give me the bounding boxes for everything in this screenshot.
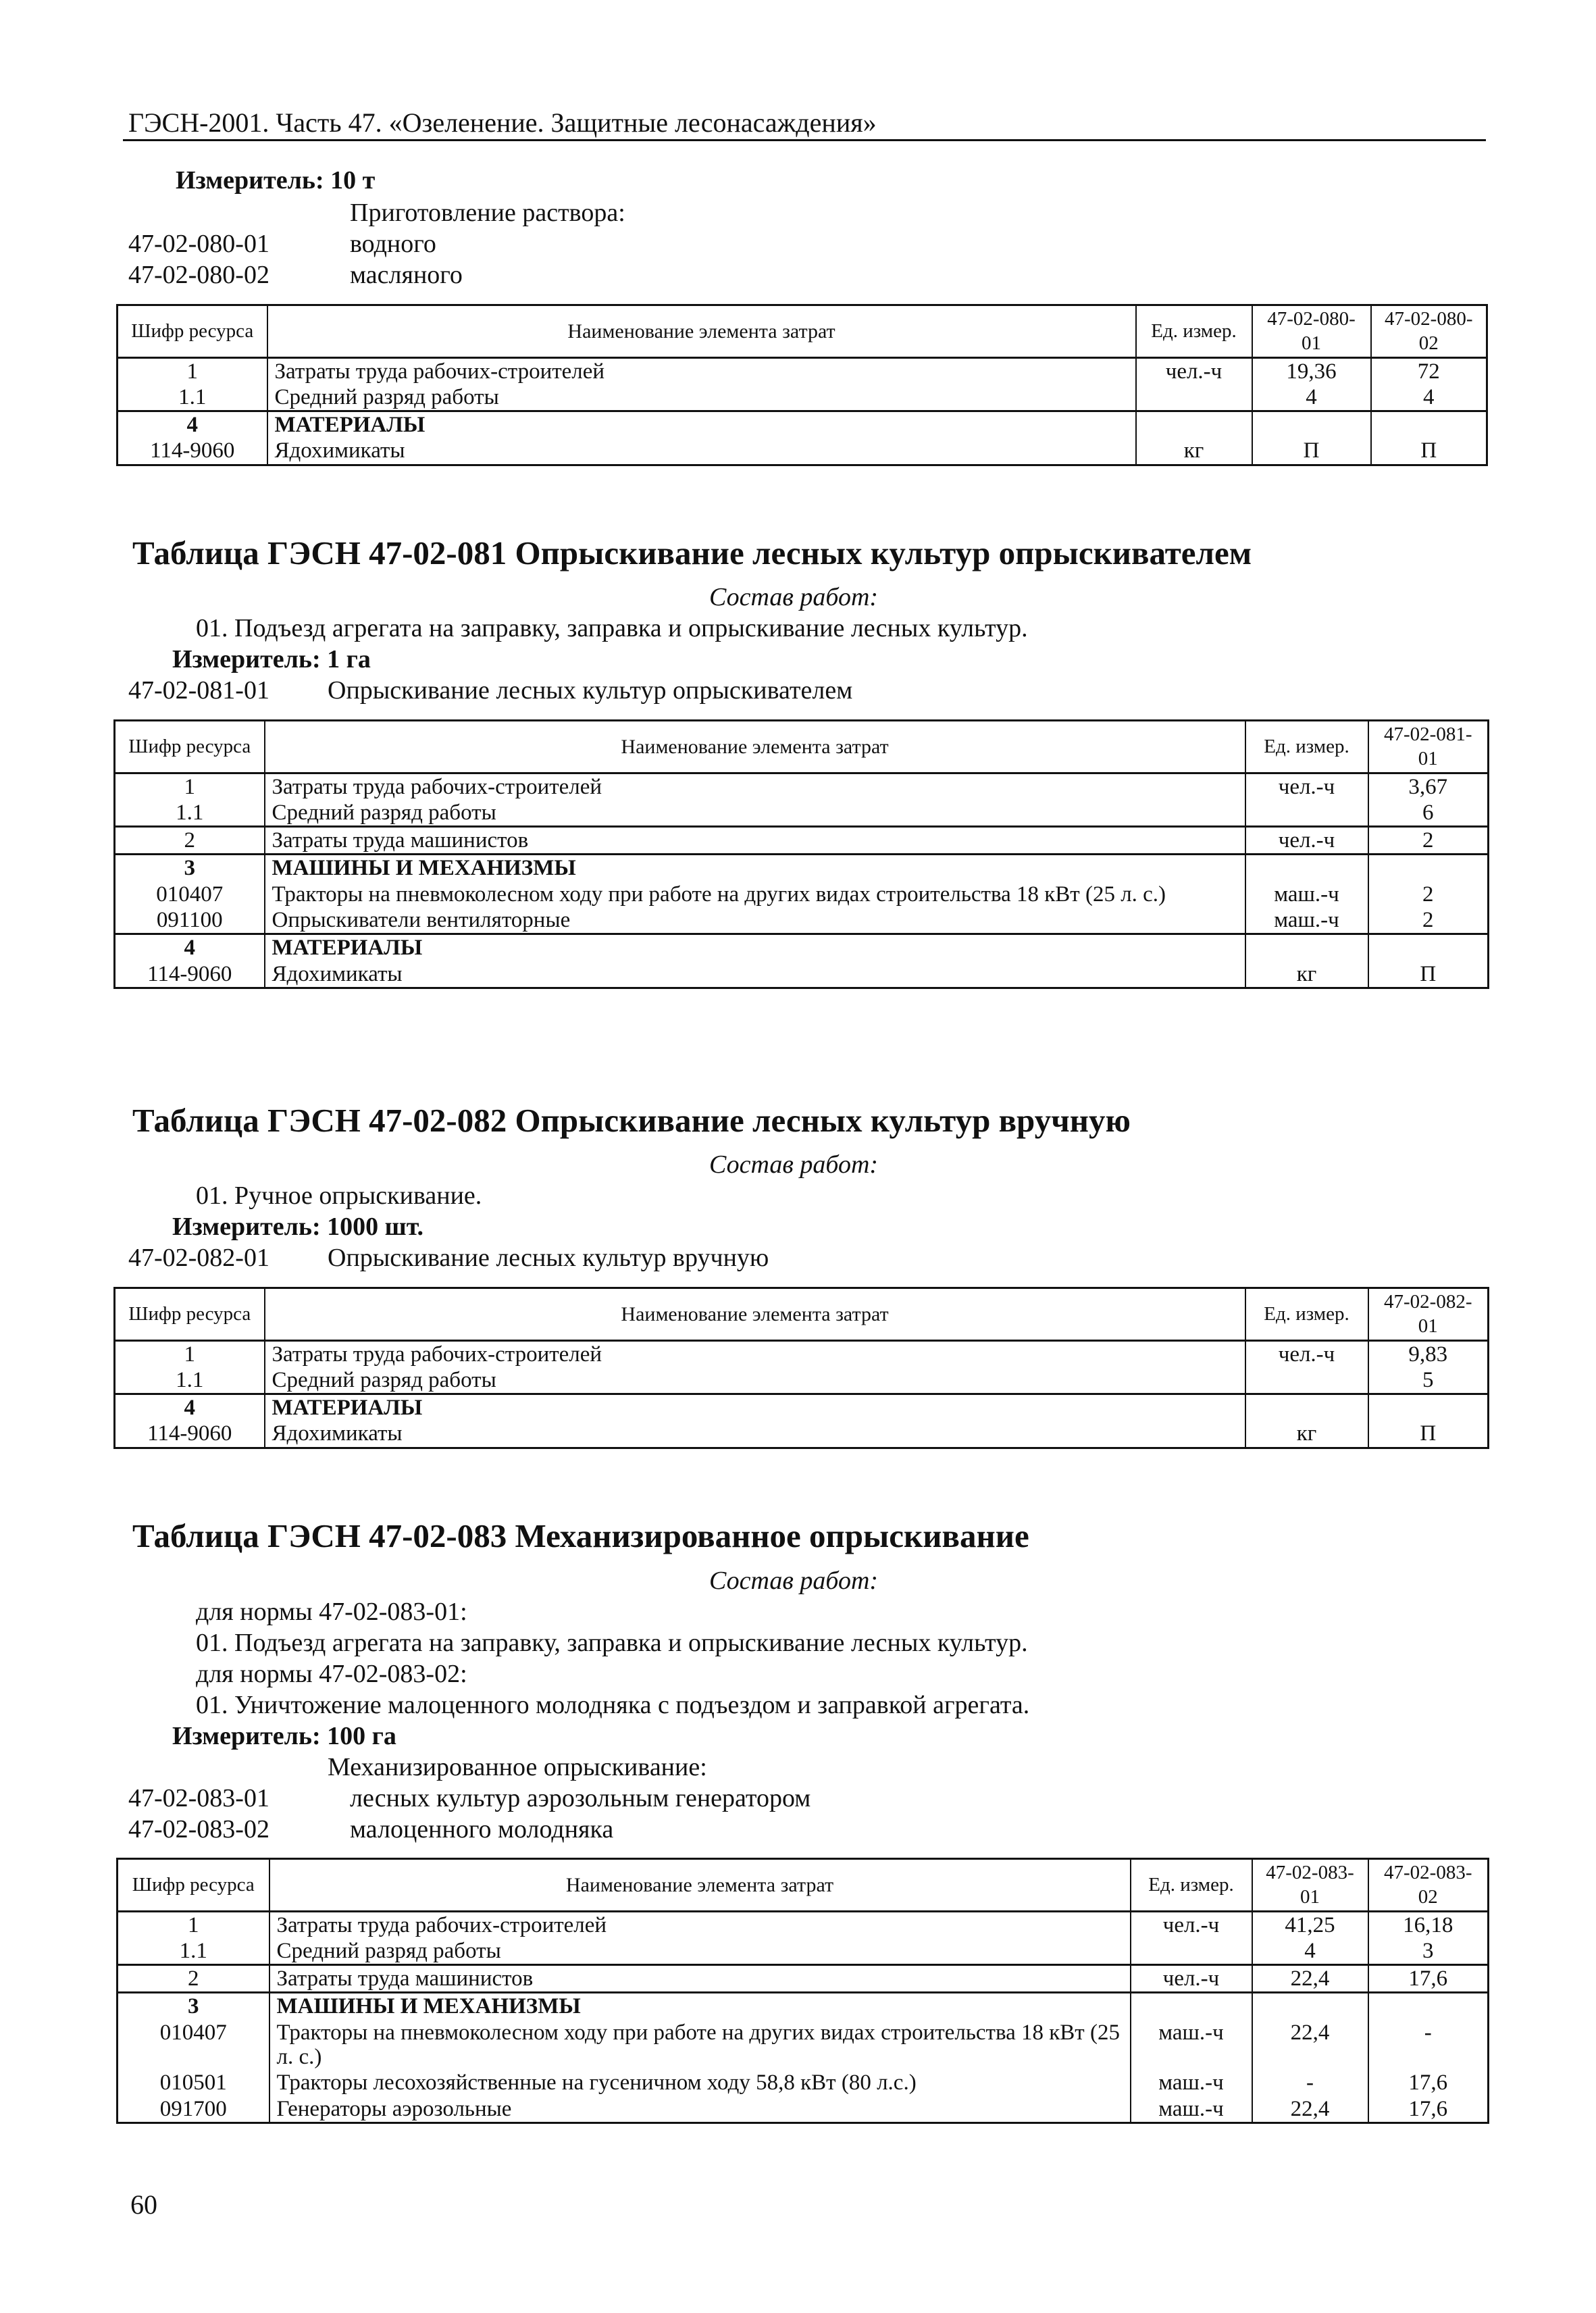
cell: Затраты труда машинистов [269, 1965, 1131, 1993]
cell [1245, 800, 1368, 827]
col-header: 47-02-082-01 [1368, 1288, 1489, 1341]
cell: 1.1 [115, 1367, 265, 1394]
table-row [118, 411, 1487, 438]
norm-code: 47-02-082-01 [128, 1244, 269, 1272]
caption-080: Приготовление раствора: [350, 199, 625, 227]
work-item: 01. Ручное опрыскивание. [196, 1181, 482, 1210]
cell: Затраты труда машинистов [265, 827, 1245, 855]
cell: 6 [1368, 800, 1489, 827]
norm-name: Опрыскивание лесных культур вручную [328, 1244, 769, 1272]
composition-label: Состав работ: [709, 1150, 879, 1179]
meter-082: Измеритель: 1000 шт. [172, 1213, 424, 1241]
table-row [115, 934, 1489, 961]
cell: 114-9060 [115, 961, 265, 988]
cell: 1.1 [115, 800, 265, 827]
cell: 1 [118, 357, 267, 384]
table-row [115, 1394, 1489, 1421]
table-row [118, 357, 1487, 384]
cell: МАШИНЫ И МЕХАНИЗМЫ [265, 855, 1245, 882]
table-header-row [115, 721, 1489, 773]
table-row [115, 855, 1489, 882]
norm-name: масляного [350, 261, 463, 289]
cell: чел.-ч [1245, 827, 1368, 855]
cell: 22,4 [1252, 2020, 1368, 2070]
table-row [118, 2096, 1489, 2123]
cell: 2 [118, 1965, 269, 1993]
cell: Затраты труда рабочих-строителей [265, 773, 1245, 800]
cell: маш.-ч [1245, 907, 1368, 934]
cell: Средний разряд работы [265, 1367, 1245, 1394]
col-header: Наименование элемента затрат [269, 1859, 1131, 1912]
norm-label: для нормы 47-02-083-02: [196, 1660, 467, 1688]
table-row [118, 1993, 1489, 2020]
norm-label: для нормы 47-02-083-01: [196, 1598, 467, 1626]
col-header: Ед. измер. [1131, 1859, 1252, 1912]
cell: 3 [1368, 1938, 1489, 1965]
cell: 9,83 [1368, 1340, 1489, 1367]
col-header: 47-02-081-01 [1368, 721, 1489, 773]
table-row [115, 800, 1489, 827]
col-header: Ед. измер. [1136, 305, 1252, 358]
cell: Затраты труда рабочих-строителей [265, 1340, 1245, 1367]
cell: 3 [118, 1993, 269, 2020]
cell: чел.-ч [1131, 1911, 1252, 1938]
col-header: Шифр ресурса [115, 721, 265, 773]
cell: 091100 [115, 907, 265, 934]
cell: чел.-ч [1245, 1340, 1368, 1367]
cell: 41,25 [1252, 1911, 1368, 1938]
cell [1368, 1394, 1489, 1421]
cell: МАШИНЫ И МЕХАНИЗМЫ [269, 1993, 1131, 2020]
cell: 1 [115, 1340, 265, 1367]
table-header-row [118, 1859, 1489, 1912]
page-number: 60 [130, 2189, 157, 2220]
col-header: Шифр ресурса [115, 1288, 265, 1341]
cell: 4 [115, 934, 265, 961]
cell: Затраты труда рабочих-строителей [269, 1911, 1131, 1938]
resource-table-081 [113, 719, 1489, 989]
norm-name: водного [350, 230, 436, 258]
cell: кг [1245, 961, 1368, 988]
section-title-083: Таблица ГЭСН 47-02-083 Механизированное опрыскивание [132, 1517, 1029, 1554]
cell: 22,4 [1252, 2096, 1368, 2123]
cell [1245, 1394, 1368, 1421]
cell: П [1368, 961, 1489, 988]
cell: 4 [115, 1394, 265, 1421]
cell: 010407 [115, 882, 265, 907]
col-header: Наименование элемента затрат [267, 305, 1136, 358]
table-row [118, 384, 1487, 411]
norm-code: 47-02-081-01 [128, 676, 269, 705]
table-row [115, 907, 1489, 934]
col-header: 47-02-080-02 [1371, 305, 1487, 358]
work-item: 01. Уничтожение малоценного молодняка с подъездом и заправкой агрегата. [196, 1691, 1030, 1719]
cell: 17,6 [1368, 2096, 1489, 2123]
col-header: 47-02-080-01 [1252, 305, 1371, 358]
work-item: 01. Подъезд агрегата на заправку, заправка и опрыскивание лесных культур. [196, 614, 1028, 642]
cell [1368, 934, 1489, 961]
col-header: Шифр ресурса [118, 305, 267, 358]
col-header: 47-02-083-01 [1252, 1859, 1368, 1912]
norm-code: 47-02-080-01 [128, 230, 269, 258]
col-header: Наименование элемента затрат [265, 721, 1245, 773]
cell: - [1368, 2020, 1489, 2070]
norm-code: 47-02-083-02 [128, 1815, 269, 1844]
cell: 17,6 [1368, 1965, 1489, 1993]
cell: 16,18 [1368, 1911, 1489, 1938]
cell: 17,6 [1368, 2070, 1489, 2095]
cell [1136, 411, 1252, 438]
cell: 1.1 [118, 384, 267, 411]
col-header: 47-02-083-02 [1368, 1859, 1489, 1912]
cell: 4 [118, 411, 267, 438]
cell: чел.-ч [1245, 773, 1368, 800]
cell [1245, 934, 1368, 961]
cell: 19,36 [1252, 357, 1371, 384]
cell: маш.-ч [1131, 2020, 1252, 2070]
cell: 010501 [118, 2070, 269, 2095]
table-row [115, 1421, 1489, 1448]
table-header-row [118, 305, 1487, 358]
table-row [118, 1965, 1489, 1993]
cell: 1.1 [118, 1938, 269, 1965]
norm-name: лесных культур аэрозольным генератором [350, 1784, 811, 1812]
cell: Затраты труда рабочих-строителей [267, 357, 1136, 384]
cell: 4 [1252, 384, 1371, 411]
cell: 114-9060 [118, 438, 267, 465]
cell: Средний разряд работы [267, 384, 1136, 411]
table-row [118, 438, 1487, 465]
cell: 2 [115, 827, 265, 855]
cell: Тракторы лесохозяйственные на гусеничном ходу 58,8 кВт (80 л.с.) [269, 2070, 1131, 2095]
cell: чел.-ч [1136, 357, 1252, 384]
resource-table-083 [116, 1858, 1489, 2124]
cell: маш.-ч [1131, 2070, 1252, 2095]
header-rule [123, 139, 1486, 141]
cell: 2 [1368, 907, 1489, 934]
col-header: Ед. измер. [1245, 1288, 1368, 1341]
composition-label: Состав работ: [709, 1567, 879, 1595]
cell: 114-9060 [115, 1421, 265, 1448]
cell: 5 [1368, 1367, 1489, 1394]
col-header: Шифр ресурса [118, 1859, 269, 1912]
cell: 091700 [118, 2096, 269, 2123]
col-header: Наименование элемента затрат [265, 1288, 1245, 1341]
cell [1131, 1993, 1252, 2020]
section-title-082: Таблица ГЭСН 47-02-082 Опрыскивание лесных культур вручную [132, 1102, 1131, 1139]
cell [1136, 384, 1252, 411]
cell: Ядохимикаты [265, 961, 1245, 988]
table-row [115, 827, 1489, 855]
cell [1245, 855, 1368, 882]
cell: Генераторы аэрозольные [269, 2096, 1131, 2123]
cell: Ядохимикаты [265, 1421, 1245, 1448]
cell: Ядохимикаты [267, 438, 1136, 465]
cell: маш.-ч [1131, 2096, 1252, 2123]
meter-083: Измеритель: 100 га [172, 1722, 396, 1750]
cell: 1 [115, 773, 265, 800]
resource-table-080 [116, 304, 1488, 466]
cell [1131, 1938, 1252, 1965]
cell: 3,67 [1368, 773, 1489, 800]
norm-name: малоценного молодняка [350, 1815, 614, 1844]
cell: Средний разряд работы [269, 1938, 1131, 1965]
caption-083: Механизированное опрыскивание: [328, 1753, 707, 1781]
cell: 4 [1252, 1938, 1368, 1965]
norm-code: 47-02-083-01 [128, 1784, 269, 1812]
cell: 22,4 [1252, 1965, 1368, 1993]
cell: чел.-ч [1131, 1965, 1252, 1993]
cell [1368, 1993, 1489, 2020]
cell: кг [1245, 1421, 1368, 1448]
cell: 010407 [118, 2020, 269, 2070]
cell: 4 [1371, 384, 1487, 411]
table-row [118, 2070, 1489, 2095]
cell: кг [1136, 438, 1252, 465]
table-row [115, 961, 1489, 988]
table-row [115, 882, 1489, 907]
meter-081: Измеритель: 1 га [172, 645, 371, 673]
running-header: ГЭСН-2001. Часть 47. «Озеленение. Защитные лесонасаждения» [128, 107, 877, 138]
cell: П [1371, 438, 1487, 465]
cell: МАТЕРИАЛЫ [267, 411, 1136, 438]
cell [1252, 1993, 1368, 2020]
table-row [115, 1367, 1489, 1394]
table-row [118, 2020, 1489, 2070]
cell: - [1252, 2070, 1368, 2095]
cell: 72 [1371, 357, 1487, 384]
resource-table-082 [113, 1287, 1489, 1449]
cell [1252, 411, 1371, 438]
table-row [115, 773, 1489, 800]
work-item: 01. Подъезд агрегата на заправку, заправка и опрыскивание лесных культур. [196, 1629, 1028, 1657]
cell: маш.-ч [1245, 882, 1368, 907]
table-row [118, 1911, 1489, 1938]
norm-code: 47-02-080-02 [128, 261, 269, 289]
cell: 2 [1368, 827, 1489, 855]
cell: 3 [115, 855, 265, 882]
table-header-row [115, 1288, 1489, 1341]
section-title-081: Таблица ГЭСН 47-02-081 Опрыскивание лесных культур опрыскивателем [132, 534, 1252, 571]
col-header: Ед. измер. [1245, 721, 1368, 773]
composition-label: Состав работ: [709, 583, 879, 611]
cell: Тракторы на пневмоколесном ходу при работе на других видах строительства 18 кВт (25 л. с.) [265, 882, 1245, 907]
cell [1371, 411, 1487, 438]
table-row [115, 1340, 1489, 1367]
cell: МАТЕРИАЛЫ [265, 934, 1245, 961]
cell [1245, 1367, 1368, 1394]
cell: Опрыскиватели вентиляторные [265, 907, 1245, 934]
table-row [118, 1938, 1489, 1965]
cell: 2 [1368, 882, 1489, 907]
cell: П [1368, 1421, 1489, 1448]
norm-name: Опрыскивание лесных культур опрыскивателем [328, 676, 853, 705]
cell: Средний разряд работы [265, 800, 1245, 827]
cell: 1 [118, 1911, 269, 1938]
cell: П [1252, 438, 1371, 465]
cell: Тракторы на пневмоколесном ходу при работе на других видах строительства 18 кВт (25 л. с.) [269, 2020, 1131, 2070]
cell [1368, 855, 1489, 882]
cell: МАТЕРИАЛЫ [265, 1394, 1245, 1421]
meter-080: Измеритель: 10 т [176, 166, 376, 195]
